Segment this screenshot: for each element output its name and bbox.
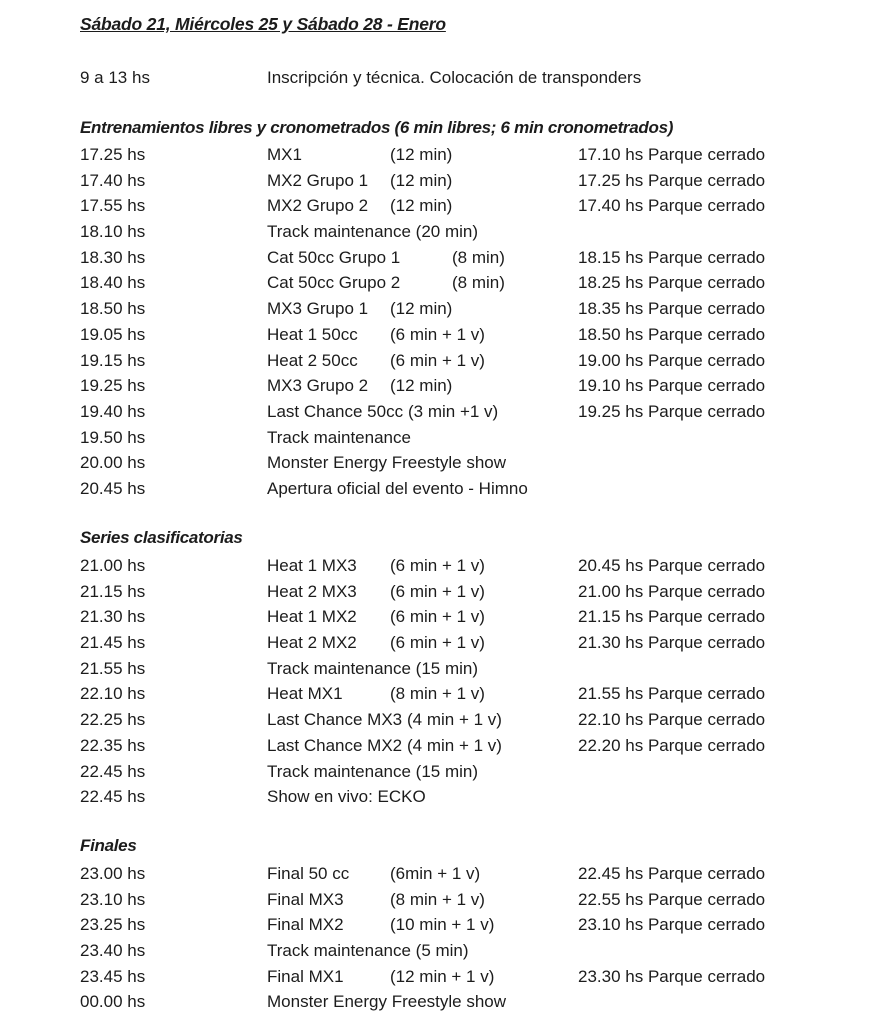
schedule-row	[80, 759, 880, 785]
schedule-row	[80, 296, 880, 322]
section-title-series: Series clasificatorias	[80, 528, 243, 547]
row-event: Last Chance 50cc	[267, 401, 404, 421]
schedule-row	[80, 707, 880, 733]
document-title: Sábado 21, Miércoles 25 y Sábado 28 - Enero	[80, 14, 446, 34]
row-duration: (12 min)	[390, 145, 453, 164]
row-duration: (4 min + 1 v)	[407, 710, 502, 730]
row-event: MX3 Grupo 1	[267, 299, 369, 319]
row-event: Final MX2	[267, 915, 344, 935]
row-event: Track maintenance (15 min)	[267, 761, 479, 781]
schedule-row	[80, 322, 880, 348]
row-parque-cerrado: 23.10 hs Parque cerrado	[578, 915, 766, 935]
schedule-row	[80, 425, 880, 451]
row-parque-cerrado: 17.40 hs Parque cerrado	[578, 196, 766, 216]
row-duration: (12 min)	[390, 196, 453, 216]
row-time: 21.55 hs	[80, 658, 146, 678]
row-event: Apertura oficial del evento - Himno	[267, 478, 528, 498]
row-parque-cerrado: 21.15 hs Parque cerrado	[578, 607, 766, 627]
schedule-row	[80, 142, 880, 168]
row-event: Track maintenance (20 min)	[267, 222, 479, 242]
row-time: 19.15 hs	[80, 350, 146, 370]
row-duration: (4 min + 1 v)	[407, 735, 502, 755]
row-duration: (3 min +1 v)	[408, 401, 499, 421]
row-parque-cerrado: 22.10 hs Parque cerrado	[578, 710, 766, 730]
schedule-row	[80, 168, 880, 194]
row-duration: (6 min + 1 v)	[390, 350, 485, 370]
row-parque-cerrado: 21.55 hs Parque cerrado	[578, 684, 766, 704]
row-parque-cerrado: 19.00 hs Parque cerrado	[578, 350, 766, 370]
row-time: 17.40 hs	[80, 170, 146, 190]
row-duration: (6 min + 1 v)	[390, 556, 485, 575]
row-event: Cat 50cc Grupo 2	[267, 273, 401, 293]
schedule-row	[80, 989, 880, 1015]
row-duration: (6 min + 1 v)	[390, 581, 485, 601]
row-event: Final MX1	[267, 966, 344, 986]
row-time: 19.25 hs	[80, 376, 146, 396]
schedule-row	[80, 938, 880, 964]
row-parque-cerrado: 22.45 hs Parque cerrado	[578, 864, 766, 883]
row-time: 23.25 hs	[80, 915, 146, 935]
row-duration: (12 min)	[390, 376, 453, 396]
row-parque-cerrado: 18.15 hs Parque cerrado	[578, 247, 766, 267]
row-time: 19.50 hs	[80, 427, 146, 447]
row-time: 22.45 hs	[80, 787, 146, 807]
row-time: 21.45 hs	[80, 633, 146, 653]
row-time: 20.45 hs	[80, 478, 146, 498]
row-parque-cerrado: 21.30 hs Parque cerrado	[578, 633, 766, 653]
row-time: 19.05 hs	[80, 324, 146, 344]
row-duration: (6 min + 1 v)	[390, 633, 485, 653]
row-duration: (8 min + 1 v)	[390, 684, 485, 704]
schedule-row	[80, 373, 880, 399]
row-time: 18.10 hs	[80, 222, 146, 242]
row-duration: (6 min + 1 v)	[390, 324, 485, 344]
row-time: 22.10 hs	[80, 684, 146, 704]
row-parque-cerrado: 23.30 hs Parque cerrado	[578, 966, 766, 986]
row-event: Final 50 cc	[267, 864, 350, 883]
row-parque-cerrado: 20.45 hs Parque cerrado	[578, 556, 766, 575]
row-time: 22.45 hs	[80, 761, 146, 781]
section-title-finales: Finales	[80, 836, 137, 855]
row-event: MX3 Grupo 2	[267, 376, 369, 396]
row-time: 23.45 hs	[80, 966, 146, 986]
row-duration: (8 min)	[452, 247, 505, 267]
section-title-entrenamientos: Entrenamientos libres y cronometrados (6 min libres; 6 min cronometrados)	[80, 118, 674, 137]
row-time: 21.15 hs	[80, 581, 146, 601]
schedule-row	[80, 553, 880, 579]
row-event: Heat 1 MX3	[267, 556, 357, 575]
schedule-row	[80, 964, 880, 990]
row-parque-cerrado: 18.50 hs Parque cerrado	[578, 324, 766, 344]
row-time: 22.25 hs	[80, 710, 146, 730]
row-event: Last Chance MX2	[267, 735, 403, 755]
row-event: Show en vivo: ECKO	[267, 787, 426, 807]
row-duration: (10 min + 1 v)	[390, 915, 495, 935]
row-duration: (12 min + 1 v)	[390, 966, 495, 986]
schedule-row	[80, 476, 880, 502]
schedule-row	[80, 399, 880, 425]
row-event: MX2 Grupo 1	[267, 170, 369, 190]
row-parque-cerrado: 22.55 hs Parque cerrado	[578, 889, 766, 909]
schedule-row	[80, 579, 880, 605]
intro-row	[80, 66, 880, 90]
section-rows-entrenamientos	[80, 142, 880, 502]
row-event: Last Chance MX3	[267, 710, 403, 730]
row-parque-cerrado: 19.10 hs Parque cerrado	[578, 376, 766, 396]
row-event: Cat 50cc Grupo 1	[267, 247, 401, 267]
section-rows-finales	[80, 861, 880, 1015]
intro-event: Inscripción y técnica. Colocación de transponders	[267, 68, 642, 87]
schedule-row	[80, 245, 880, 271]
row-event: Heat 1 50cc	[267, 324, 358, 344]
row-duration: (6min + 1 v)	[390, 864, 481, 883]
row-parque-cerrado: 17.25 hs Parque cerrado	[578, 170, 766, 190]
row-parque-cerrado: 18.25 hs Parque cerrado	[578, 273, 766, 293]
row-time: 19.40 hs	[80, 401, 146, 421]
row-event: Final MX3	[267, 889, 344, 909]
row-parque-cerrado: 19.25 hs Parque cerrado	[578, 401, 766, 421]
row-event: Heat 1 MX2	[267, 607, 357, 627]
row-time: 18.30 hs	[80, 247, 146, 267]
schedule-row	[80, 604, 880, 630]
row-time: 21.30 hs	[80, 607, 146, 627]
schedule-row	[80, 784, 880, 810]
section-rows-series	[80, 553, 880, 810]
row-parque-cerrado: 22.20 hs Parque cerrado	[578, 735, 766, 755]
row-event: Heat 2 50cc	[267, 350, 358, 370]
row-time: 23.00 hs	[80, 864, 146, 883]
row-event: Monster Energy Freestyle show	[267, 453, 507, 473]
row-event: Heat 2 MX3	[267, 581, 357, 601]
schedule-row	[80, 861, 880, 887]
row-time: 17.55 hs	[80, 196, 146, 216]
row-event: Heat MX1	[267, 684, 343, 704]
row-event: Track maintenance (15 min)	[267, 658, 479, 678]
schedule-row	[80, 219, 880, 245]
row-time: 18.40 hs	[80, 273, 146, 293]
intro-time: 9 a 13 hs	[80, 68, 150, 87]
row-duration: (8 min)	[452, 273, 505, 293]
schedule-row	[80, 656, 880, 682]
row-duration: (12 min)	[390, 170, 453, 190]
row-time: 23.40 hs	[80, 941, 146, 961]
row-duration: (6 min + 1 v)	[390, 607, 485, 627]
row-event: Heat 2 MX2	[267, 633, 357, 653]
row-time: 20.00 hs	[80, 453, 146, 473]
row-parque-cerrado: 18.35 hs Parque cerrado	[578, 299, 766, 319]
schedule-row	[80, 450, 880, 476]
row-event: Track maintenance	[267, 427, 411, 447]
row-time: 17.25 hs	[80, 145, 146, 164]
schedule-row	[80, 681, 880, 707]
schedule-row	[80, 733, 880, 759]
row-event: MX1	[267, 145, 302, 164]
row-duration: (12 min)	[390, 299, 453, 319]
row-duration: (8 min + 1 v)	[390, 889, 485, 909]
row-time: 23.10 hs	[80, 889, 146, 909]
schedule-row	[80, 193, 880, 219]
row-time: 22.35 hs	[80, 735, 146, 755]
row-event: Monster Energy Freestyle show	[267, 992, 507, 1012]
row-time: 18.50 hs	[80, 299, 146, 319]
row-event: Track maintenance (5 min)	[267, 941, 469, 961]
schedule-row	[80, 348, 880, 374]
schedule-row	[80, 912, 880, 938]
row-time: 00.00 hs	[80, 992, 146, 1012]
row-parque-cerrado: 17.10 hs Parque cerrado	[578, 145, 766, 164]
schedule-row	[80, 630, 880, 656]
schedule-row	[80, 887, 880, 913]
row-parque-cerrado: 21.00 hs Parque cerrado	[578, 581, 766, 601]
row-time: 21.00 hs	[80, 556, 146, 575]
schedule-row	[80, 270, 880, 296]
row-event: MX2 Grupo 2	[267, 196, 369, 216]
